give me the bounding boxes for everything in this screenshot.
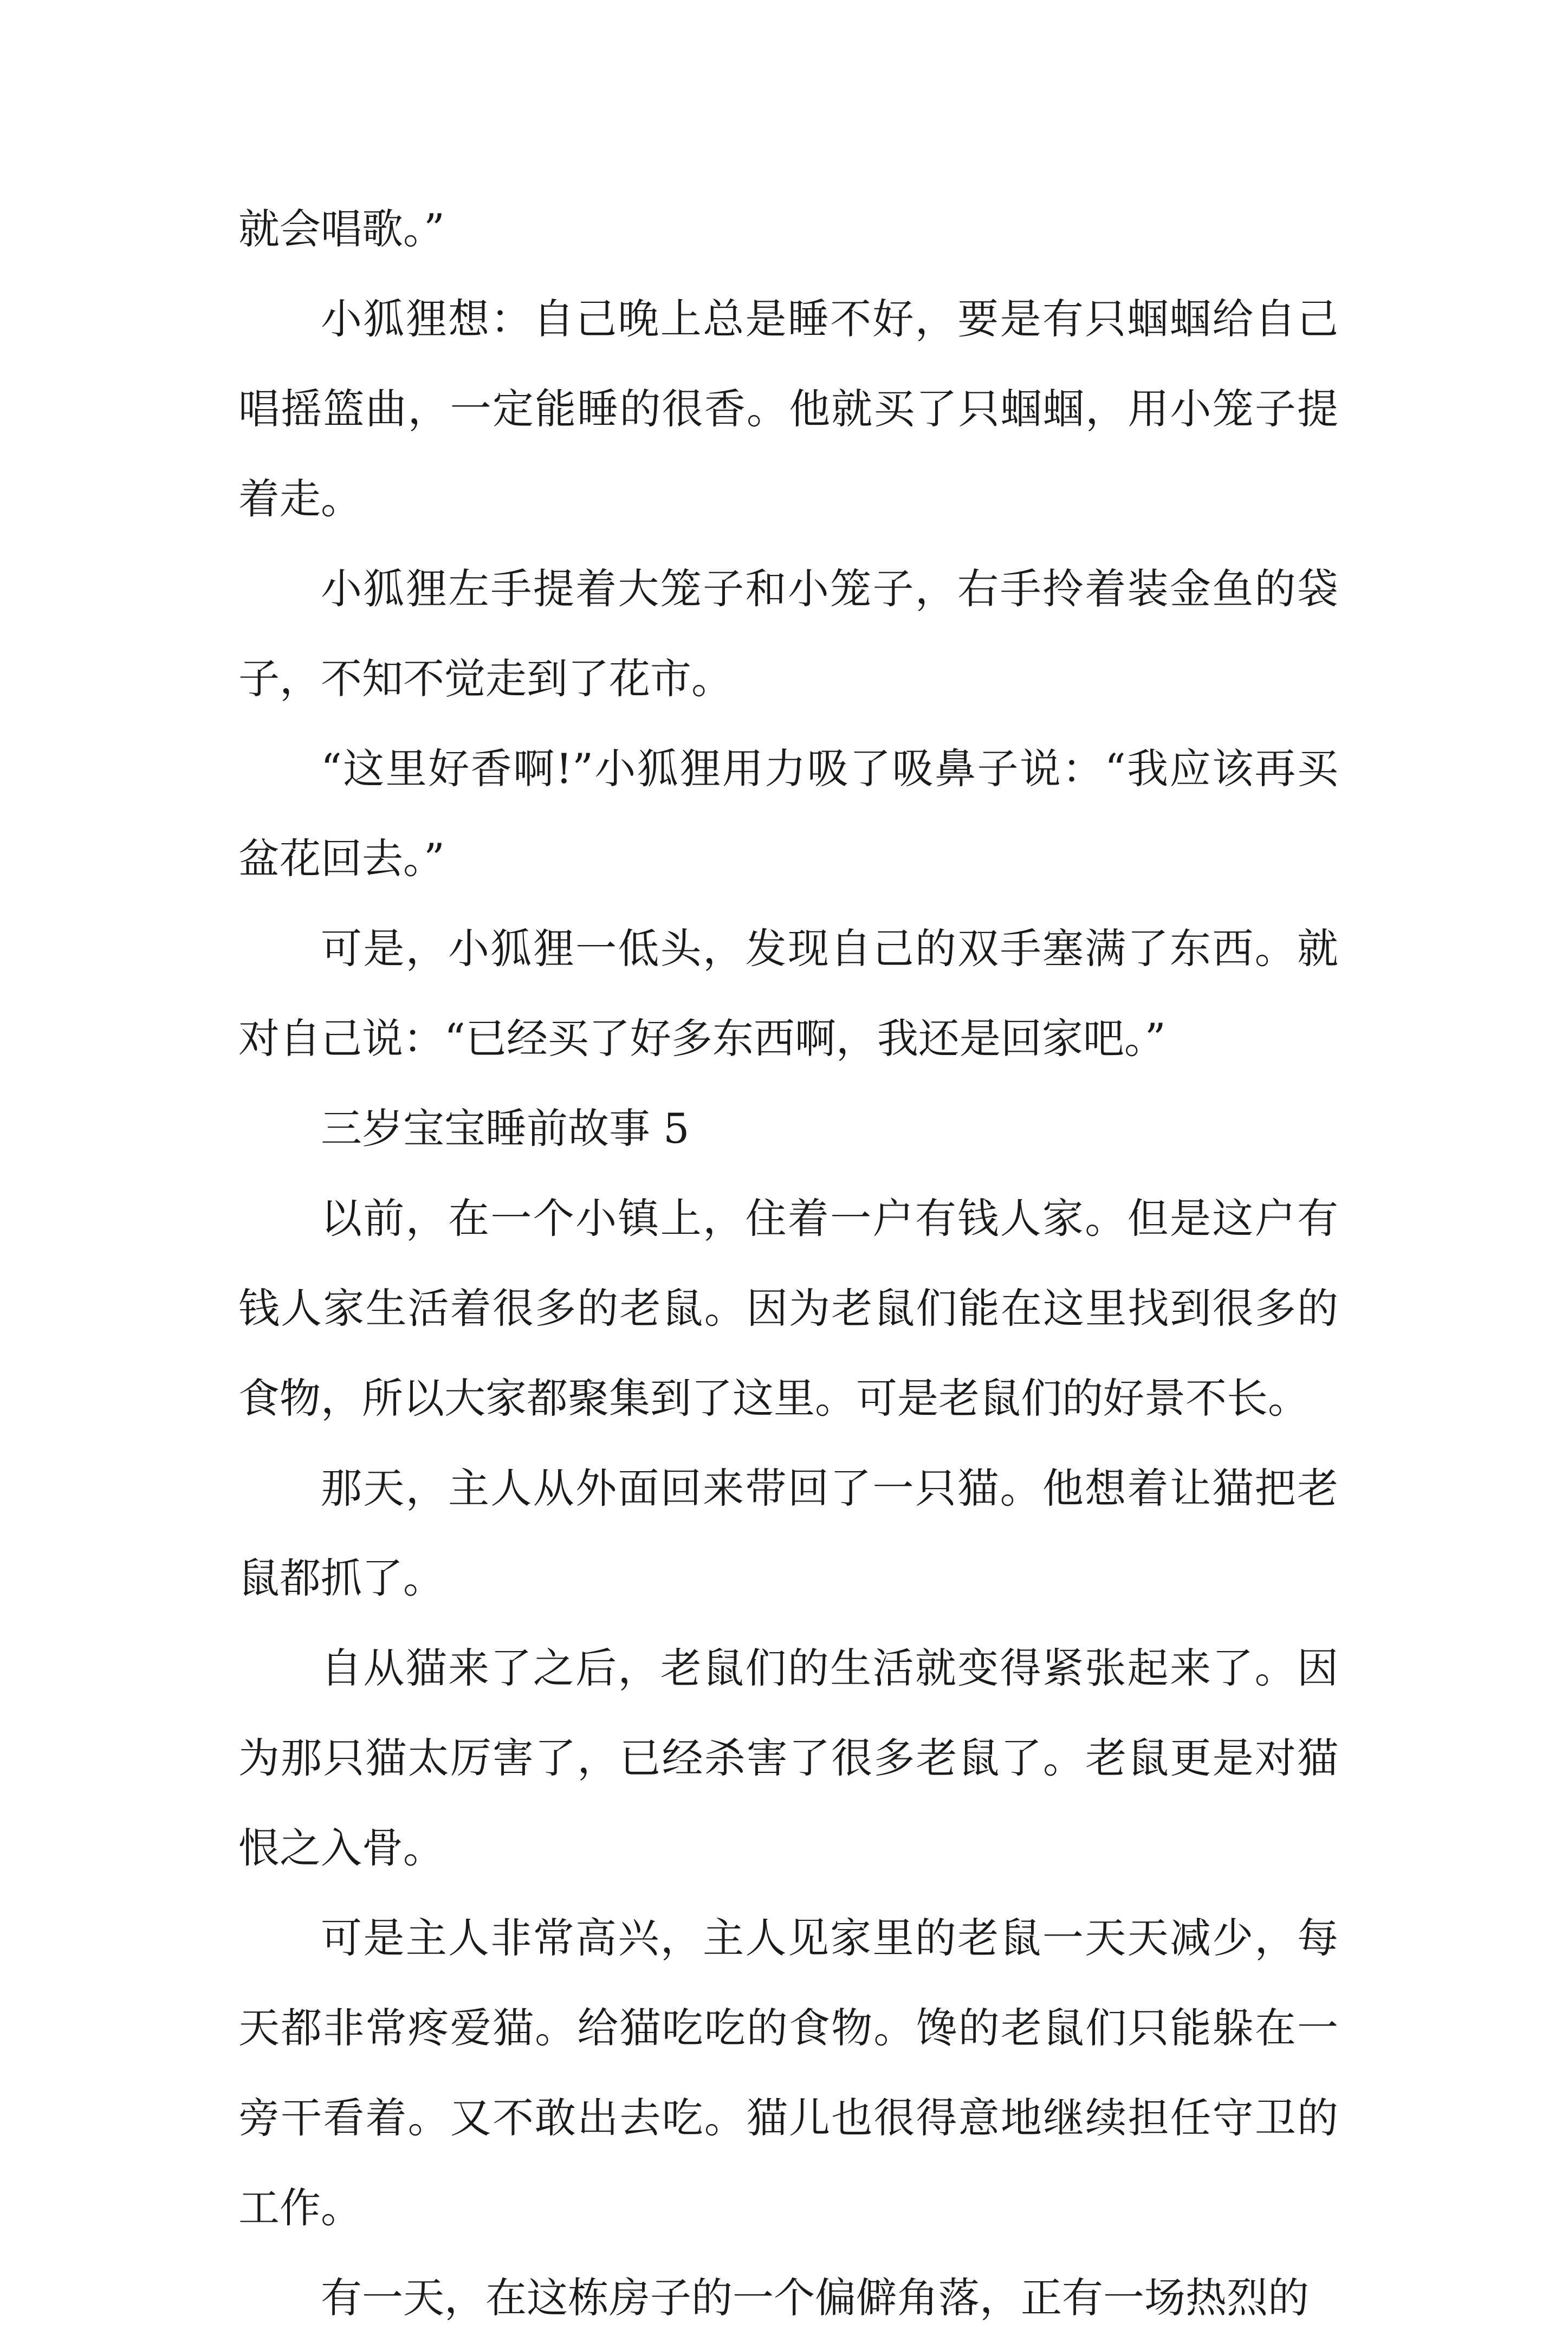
paragraph: 小狐狸想：自己晚上总是睡不好，要是有只蝈蝈给自己唱摇篮曲，一定能睡的很香。他就买了只蝈蝈，用小笼子提着走。	[238, 295, 1338, 523]
paragraph: 自从猫来了之后，老鼠们的生活就变得紧张起来了。因为那只猫太厉害了，已经杀害了很多老鼠了。老鼠更是对猫恨之入骨。	[238, 1644, 1338, 1872]
paragraph: 有一天，在这栋房子的一个偏僻角落，正有一场热烈的	[321, 2274, 1309, 2322]
paragraph: 以前，在一个小镇上，住着一户有钱人家。但是这户有钱人家生活着很多的老鼠。因为老鼠们能在这里找到很多的食物，所以大家都聚集到了这里。可是老鼠们的好景不长。	[238, 1194, 1338, 1422]
body-text	[238, 184, 1338, 2343]
paragraph: 可是，小狐狸一低头，发现自己的双手塞满了东西。就对自己说：“已经买了好多东西啊，我还是回家吧。”	[238, 924, 1338, 1063]
paragraph: 那天，主人从外面回来带回了一只猫。他想着让猫把老鼠都抓了。	[238, 1464, 1338, 1602]
paragraph-continued: 就会唱歌。”	[238, 205, 445, 253]
paragraph: 小狐狸左手提着大笼子和小笼子，右手拎着装金鱼的袋子，不知不觉走到了花市。	[238, 565, 1338, 703]
paragraph: 可是主人非常高兴，主人见家里的老鼠一天天减少，每天都非常疼爱猫。给猫吃吃的食物。馋的老鼠们只能躲在一旁干看着。又不敢出去吃。猫儿也很得意地继续担任守卫的工作。	[238, 1914, 1338, 2232]
paragraph: “这里好香啊!”小狐狸用力吸了吸鼻子说：“我应该再买盆花回去。”	[238, 745, 1338, 883]
story-heading: 三岁宝宝睡前故事 5	[321, 1104, 690, 1153]
